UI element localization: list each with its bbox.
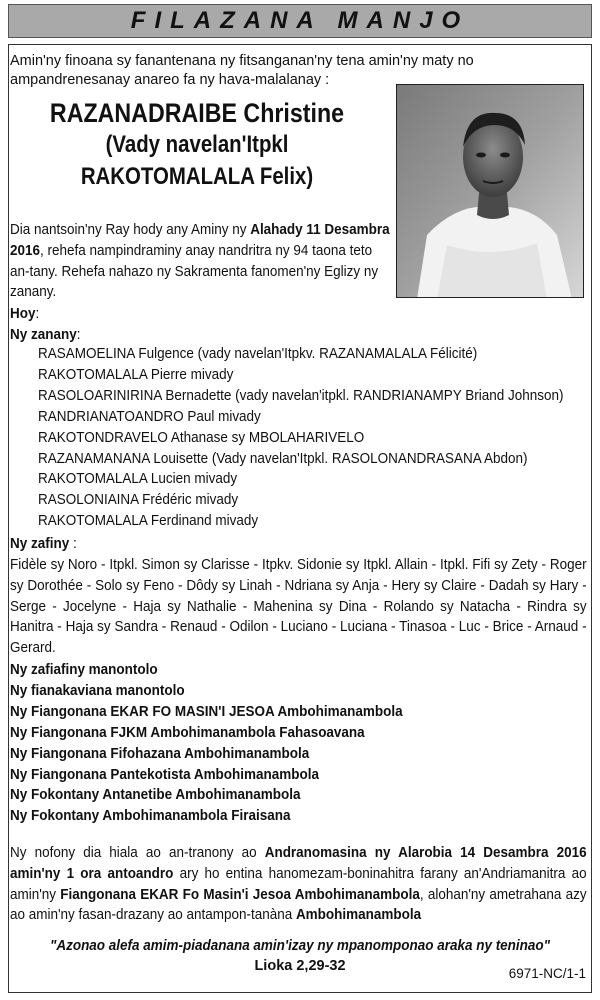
burial-text <box>10 843 587 926</box>
announcement-part1: Dia nantsoin'ny Ray hody any Aminy ny <box>10 222 251 238</box>
list-item: Ny Fiangonana Pantekotista Ambohimanambola <box>10 766 319 783</box>
list-item: RANDRIANATOANDRO Paul mivady <box>38 408 261 425</box>
list-item: RAKOTOMALALA Lucien mivady <box>38 471 238 488</box>
list-item: RAKOTOMALALA Ferdinand mivady <box>38 513 259 530</box>
list-item: Ny zafiafiny manontolo <box>10 662 158 678</box>
deceased-spouse-line2: RAKOTOMALALA Felix) <box>80 163 314 190</box>
list-item: Ny Fokontany Ambohimanambola Firaisana <box>10 808 291 825</box>
list-item: RAZANAMANANA Louisette (Vady navelan'Itpkl. RASOLONANDRASANA Abdon) <box>38 450 528 467</box>
children-heading: Ny zanany: <box>10 327 81 343</box>
deceased-spouse-line1: (Vady navelan'Itpkl <box>105 131 289 158</box>
list-item: Ny Fiangonana Fifohazana Ambohimanambola <box>10 745 310 762</box>
ad-code: 6971-NC/1-1 <box>508 966 586 981</box>
groups-list <box>10 660 549 827</box>
deceased-name-block <box>14 96 380 193</box>
burial-date: Andranomasina ny Alarobia 14 Desambra 2016 amin'ny 1 ora antoandro <box>10 845 587 882</box>
announcement-part2: , rehefa nampindraminy anay nandritra ny 94 taona teto an-tany. Rehefa nahazo ny Sakramenta fanomen'ny Eglizy ny zanany. <box>10 242 379 301</box>
portrait-photo-icon <box>396 84 584 298</box>
children-label: Ny zanany <box>10 327 77 343</box>
burial-part3: , alohan'ny ametrahana azy ao amin'ny fasan-drazany ao antampon-tanàna <box>10 886 587 924</box>
list-item: RASAMOELINA Fulgence (vady navelan'Itpkv. RAZANAMALALA Félicité) <box>38 346 478 362</box>
list-item: Ny Fokontany Antanetibe Ambohimanambola <box>10 787 301 804</box>
death-date: Alahady 11 Desambra 2016 <box>10 222 390 259</box>
grandchildren-label: Ny zafiny <box>10 536 70 552</box>
list-item: Ny Fiangonana FJKM Ambohimanambola Fahasoavana <box>10 724 365 741</box>
announcement-text <box>10 220 391 303</box>
list-item: RASOLOARINIRINA Bernadette (vady navelan'itpkl. RANDRIANAMPY Briand Johnson) <box>38 387 564 404</box>
children-list <box>38 344 564 532</box>
hoy-label: Hoy <box>10 306 36 322</box>
deceased-name: RAZANADRAIBE Christine <box>49 98 345 128</box>
list-item: RAKOTOMALALA Pierre mivady <box>38 366 234 383</box>
bible-quote: "Azonao alefa amim-piadanana amin'izay ny mpanomponao araka ny teninao" <box>49 938 551 954</box>
bible-reference: Lioka 2,29-32 <box>254 958 346 974</box>
grandchildren-heading: Ny zafiny : <box>10 536 77 552</box>
hoy-line: Hoy: <box>10 306 40 322</box>
burial-part1: Ny nofony dia hiala ao an-tranony ao <box>10 845 265 861</box>
grandchildren-text: Fidèle sy Noro - Itpkl. Simon sy Clarisse - Itpkv. Sidonie sy Itpkl. Allain - Itpkl. Fifi sy Zety - Roger sy Dorothée - Solo sy Feno - Dôdy sy Linah - Ndriana sy Anja - Hery sy Claire - Dadah sy Hary - Serge - Jocelyne - Haja sy Nathalie - Mahenina sy Dina - Rolando sy Natacha - Rindra sy Hanitra - Haja sy Sandra - Renaud - Odilon - Luciano - Luciana - Tinasoa - Luc - Brice - Arnaud - Gerard. <box>10 557 587 657</box>
list-item: RAKOTONDRAVELO Athanase sy MBOLAHARIVELO <box>38 429 365 446</box>
header-banner <box>8 4 592 38</box>
intro-text: Amin'ny finoana sy fanantenana ny fitsanganan'ny tena amin'ny maty no ampandrenesanay anareo fa ny hava-malalanay : <box>10 53 474 88</box>
burial-part2: ary ho entina hanomezam-boninahitra farany an'Andriamanitra ao amin'ny <box>10 865 587 903</box>
list-item: Ny fianakaviana manontolo <box>10 682 185 699</box>
burial-place: Ambohimanambola <box>295 907 422 924</box>
list-item: Ny Fiangonana EKAR FO MASIN'I JESOA Ambohimanambola <box>10 703 403 720</box>
list-item: RASOLONIAINA Frédéric mivady <box>38 492 239 509</box>
header-title: FILAZANA MANJO <box>130 7 470 34</box>
burial-church: Fiangonana EKAR Fo Masin'i Jesoa Ambohimanambola <box>60 886 420 903</box>
